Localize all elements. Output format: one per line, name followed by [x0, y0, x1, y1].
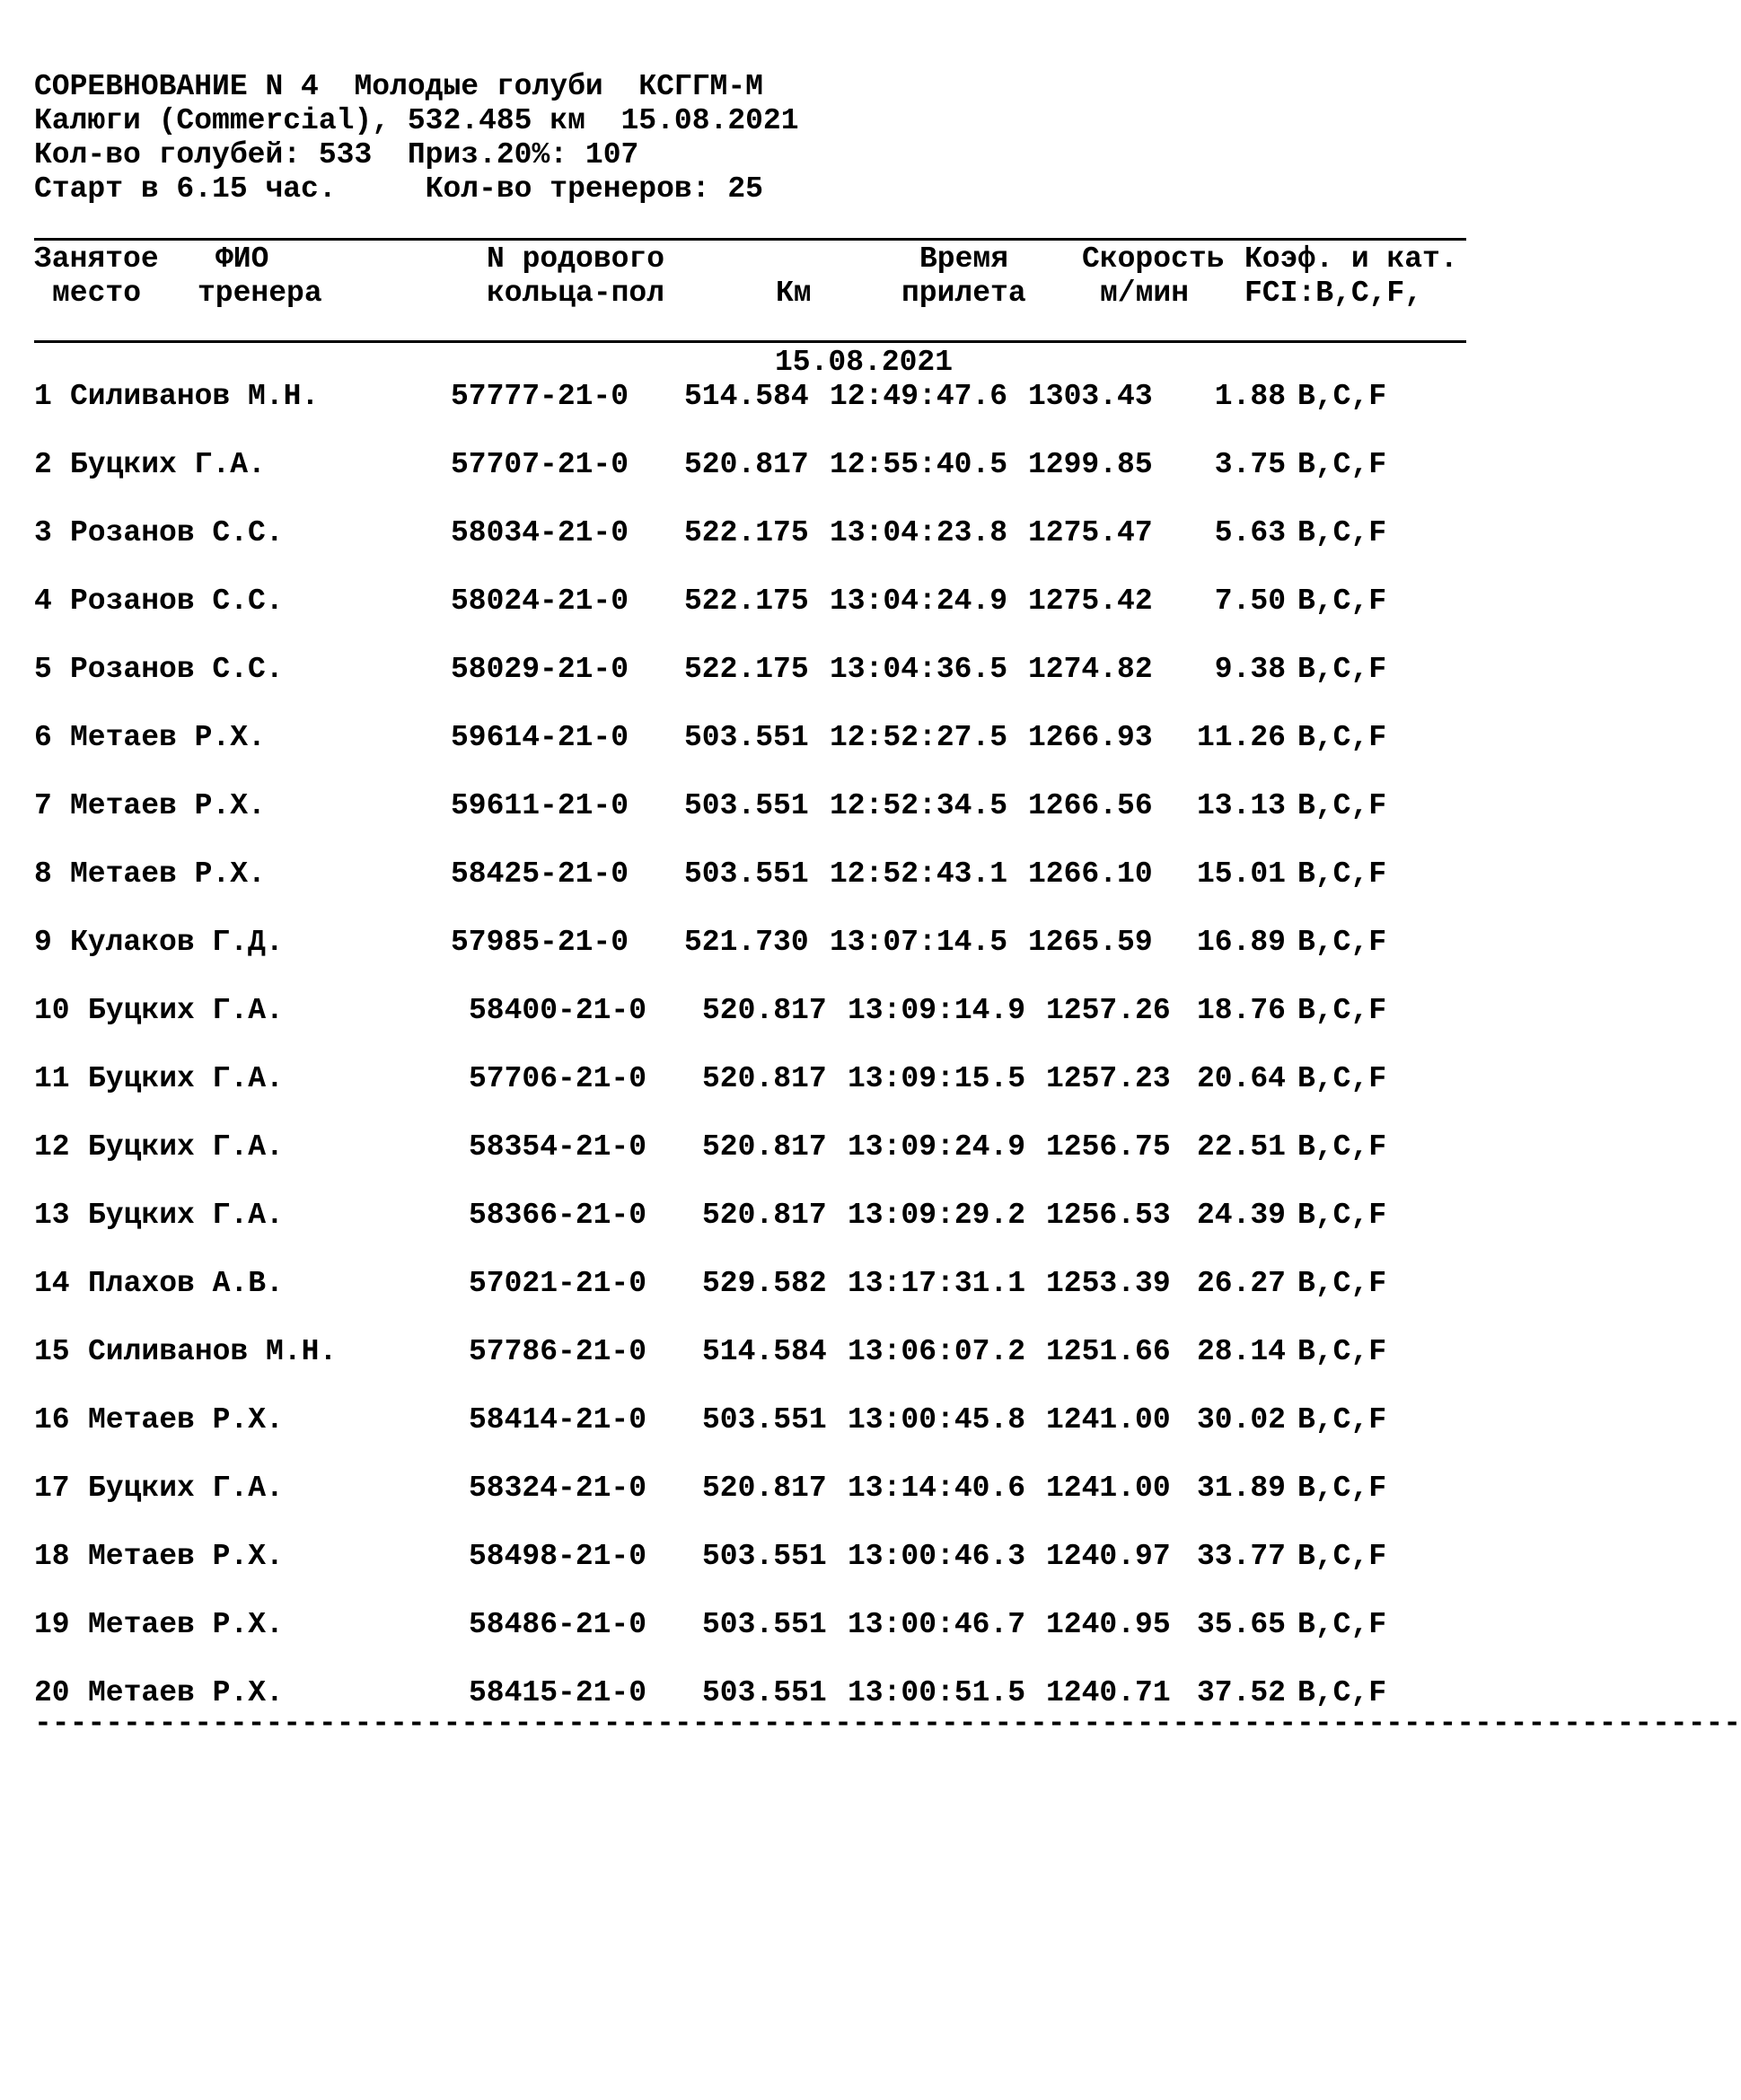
cell-km: 522.175	[684, 516, 809, 549]
cell-time: 13:17:31.1	[848, 1267, 1026, 1300]
cell-speed: 1299.85	[1028, 448, 1153, 481]
cell-ring: 58414-21-0	[469, 1403, 647, 1437]
cell-speed: 1240.97	[1046, 1540, 1171, 1573]
cell-speed: 1266.56	[1028, 789, 1153, 822]
cell-speed: 1256.75	[1046, 1130, 1171, 1164]
cell-place: 1	[34, 380, 52, 413]
cell-speed: 1256.53	[1046, 1199, 1171, 1232]
cell-speed: 1241.00	[1046, 1472, 1171, 1505]
table-row	[0, 586, 1485, 622]
header-rule-top	[34, 238, 1466, 241]
table-row	[0, 382, 1485, 417]
table-row	[0, 996, 1485, 1032]
cell-place: 17	[34, 1472, 70, 1505]
cell-place: 5	[34, 653, 52, 686]
cell-name: Кулаков Г.Д.	[70, 926, 284, 959]
col-speed-1: Скорость	[1082, 242, 1225, 276]
cell-km: 503.551	[684, 789, 809, 822]
cell-speed: 1241.00	[1046, 1403, 1171, 1437]
cell-ring: 58400-21-0	[469, 994, 647, 1027]
cell-km: 529.582	[702, 1267, 827, 1300]
cell-time: 12:49:47.6	[830, 380, 1008, 413]
cell-name: Метаев Р.Х.	[70, 721, 266, 754]
cell-place: 18	[34, 1540, 70, 1573]
cell-coef: 33.77	[1196, 1540, 1286, 1573]
cell-name: Метаев Р.Х.	[88, 1403, 284, 1437]
cell-name: Силиванов М.Н.	[70, 380, 320, 413]
cell-name: Буцких Г.А.	[88, 1130, 284, 1164]
cell-time: 12:52:34.5	[830, 789, 1008, 822]
cell-ring: 57777-21-0	[451, 380, 629, 413]
cell-km: 521.730	[684, 926, 809, 959]
cell-place: 8	[34, 857, 52, 891]
cell-km: 503.551	[684, 857, 809, 891]
cell-time: 13:00:46.3	[848, 1540, 1026, 1573]
cell-coef: 20.64	[1196, 1062, 1286, 1095]
cell-place: 4	[34, 584, 52, 618]
cell-coef: 24.39	[1196, 1199, 1286, 1232]
col-ring-2: кольца-пол	[487, 277, 665, 310]
cell-cat: B,C,F	[1297, 1472, 1387, 1505]
cell-place: 20	[34, 1676, 70, 1709]
table-row	[0, 450, 1485, 486]
cell-time: 13:04:36.5	[830, 653, 1008, 686]
cell-km: 514.584	[702, 1335, 827, 1368]
cell-km: 503.551	[702, 1403, 827, 1437]
cell-time: 13:00:51.5	[848, 1676, 1026, 1709]
cell-time: 13:09:14.9	[848, 994, 1026, 1027]
cell-speed: 1253.39	[1046, 1267, 1171, 1300]
cell-ring: 59614-21-0	[451, 721, 629, 754]
cell-km: 503.551	[684, 721, 809, 754]
cell-ring: 57985-21-0	[451, 926, 629, 959]
header-rule-bottom	[34, 340, 1466, 343]
cell-place: 6	[34, 721, 52, 754]
cell-coef: 22.51	[1196, 1130, 1286, 1164]
cell-ring: 58366-21-0	[469, 1199, 647, 1232]
col-coef-2: FCI:B,C,F,	[1244, 277, 1423, 310]
cell-ring: 58324-21-0	[469, 1472, 647, 1505]
cell-place: 9	[34, 926, 52, 959]
cell-time: 13:14:40.6	[848, 1472, 1026, 1505]
cell-coef: 3.75	[1214, 448, 1286, 481]
cell-place: 16	[34, 1403, 70, 1437]
cell-name: Буцких Г.А.	[70, 448, 266, 481]
cell-name: Силиванов М.Н.	[88, 1335, 338, 1368]
cell-time: 13:06:07.2	[848, 1335, 1026, 1368]
table-row	[0, 1610, 1485, 1646]
cell-place: 15	[34, 1335, 70, 1368]
cell-time: 13:09:15.5	[848, 1062, 1026, 1095]
table-row	[0, 1473, 1485, 1509]
table-row	[0, 927, 1485, 963]
cell-coef: 15.01	[1196, 857, 1286, 891]
cell-name: Буцких Г.А.	[88, 1062, 284, 1095]
cell-cat: B,C,F	[1297, 1199, 1387, 1232]
cell-place: 14	[34, 1267, 70, 1300]
cell-ring: 58024-21-0	[451, 584, 629, 618]
cell-km: 520.817	[702, 1472, 827, 1505]
cell-speed: 1240.71	[1046, 1676, 1171, 1709]
cell-km: 520.817	[684, 448, 809, 481]
cell-speed: 1251.66	[1046, 1335, 1171, 1368]
table-row	[0, 1405, 1485, 1441]
cell-km: 520.817	[702, 994, 827, 1027]
cell-cat: B,C,F	[1297, 1608, 1387, 1641]
cell-place: 10	[34, 994, 70, 1027]
cell-name: Буцких Г.А.	[88, 1199, 284, 1232]
date-label: 15.08.2021	[775, 346, 954, 379]
cell-name: Метаев Р.Х.	[88, 1608, 284, 1641]
cell-place: 11	[34, 1062, 70, 1095]
footer-dashed-rule: ------------------------------------------------------------------------------------------------	[34, 1707, 1741, 1740]
cell-speed: 1274.82	[1028, 653, 1153, 686]
release-point: Калюги (Commercial), 532.485 км 15.08.2021	[34, 104, 799, 137]
cell-cat: B,C,F	[1297, 1676, 1387, 1709]
cell-coef: 5.63	[1214, 516, 1286, 549]
cell-name: Метаев Р.Х.	[88, 1540, 284, 1573]
cell-coef: 16.89	[1196, 926, 1286, 959]
cell-km: 503.551	[702, 1540, 827, 1573]
cell-speed: 1266.10	[1028, 857, 1153, 891]
cell-name: Розанов С.С.	[70, 584, 284, 618]
cell-coef: 7.50	[1214, 584, 1286, 618]
cell-cat: B,C,F	[1297, 926, 1387, 959]
cell-time: 12:52:43.1	[830, 857, 1008, 891]
cell-ring: 57706-21-0	[469, 1062, 647, 1095]
cell-coef: 11.26	[1196, 721, 1286, 754]
col-coef-1: Коэф. и кат.	[1244, 242, 1458, 276]
cell-speed: 1257.23	[1046, 1062, 1171, 1095]
cell-km: 522.175	[684, 584, 809, 618]
cell-speed: 1275.47	[1028, 516, 1153, 549]
cell-cat: B,C,F	[1297, 516, 1387, 549]
cell-cat: B,C,F	[1297, 994, 1387, 1027]
cell-time: 12:55:40.5	[830, 448, 1008, 481]
col-km: Км	[776, 277, 812, 310]
cell-km: 520.817	[702, 1062, 827, 1095]
cell-ring: 57707-21-0	[451, 448, 629, 481]
cell-cat: B,C,F	[1297, 721, 1387, 754]
cell-ring: 58425-21-0	[451, 857, 629, 891]
col-name-2: тренера	[198, 277, 322, 310]
table-row	[0, 1337, 1485, 1373]
cell-coef: 28.14	[1196, 1335, 1286, 1368]
cell-speed: 1265.59	[1028, 926, 1153, 959]
cell-time: 13:00:45.8	[848, 1403, 1026, 1437]
table-row	[0, 859, 1485, 895]
cell-ring: 58029-21-0	[451, 653, 629, 686]
cell-place: 13	[34, 1199, 70, 1232]
col-place-2: место	[52, 277, 142, 310]
table-row	[0, 1132, 1485, 1168]
cell-place: 7	[34, 789, 52, 822]
cell-coef: 9.38	[1214, 653, 1286, 686]
cell-name: Метаев Р.Х.	[70, 789, 266, 822]
cell-coef: 35.65	[1196, 1608, 1286, 1641]
cell-coef: 31.89	[1196, 1472, 1286, 1505]
cell-time: 13:09:24.9	[848, 1130, 1026, 1164]
cell-km: 522.175	[684, 653, 809, 686]
cell-place: 3	[34, 516, 52, 549]
start-info: Старт в 6.15 час. Кол-во тренеров: 25	[34, 172, 763, 206]
cell-time: 13:00:46.7	[848, 1608, 1026, 1641]
cell-coef: 13.13	[1196, 789, 1286, 822]
cell-speed: 1303.43	[1028, 380, 1153, 413]
cell-place: 2	[34, 448, 52, 481]
cell-name: Метаев Р.Х.	[70, 857, 266, 891]
cell-name: Буцких Г.А.	[88, 994, 284, 1027]
cell-km: 514.584	[684, 380, 809, 413]
cell-place: 12	[34, 1130, 70, 1164]
cell-coef: 18.76	[1196, 994, 1286, 1027]
cell-ring: 58486-21-0	[469, 1608, 647, 1641]
cell-ring: 58034-21-0	[451, 516, 629, 549]
cell-km: 520.817	[702, 1130, 827, 1164]
cell-coef: 30.02	[1196, 1403, 1286, 1437]
col-time-2: прилета	[901, 277, 1026, 310]
cell-cat: B,C,F	[1297, 1335, 1387, 1368]
cell-name: Плахов А.В.	[88, 1267, 284, 1300]
cell-ring: 57021-21-0	[469, 1267, 647, 1300]
cell-km: 503.551	[702, 1676, 827, 1709]
competition-title: СОРЕВНОВАНИЕ N 4 Молодые голуби КСГГМ-М	[34, 70, 763, 103]
cell-coef: 1.88	[1214, 380, 1286, 413]
cell-time: 13:09:29.2	[848, 1199, 1026, 1232]
cell-cat: B,C,F	[1297, 1267, 1387, 1300]
cell-ring: 58498-21-0	[469, 1540, 647, 1573]
cell-name: Метаев Р.Х.	[88, 1676, 284, 1709]
cell-cat: B,C,F	[1297, 584, 1387, 618]
bird-count: Кол-во голубей: 533 Приз.20%: 107	[34, 138, 639, 171]
cell-cat: B,C,F	[1297, 380, 1387, 413]
table-row	[0, 723, 1485, 759]
col-name-1: ФИО	[215, 242, 269, 276]
col-ring-1: N родового	[487, 242, 665, 276]
table-row	[0, 791, 1485, 827]
col-speed-2: м/мин	[1100, 277, 1190, 310]
cell-speed: 1275.42	[1028, 584, 1153, 618]
cell-speed: 1266.93	[1028, 721, 1153, 754]
cell-place: 19	[34, 1608, 70, 1641]
cell-cat: B,C,F	[1297, 1130, 1387, 1164]
cell-km: 503.551	[702, 1608, 827, 1641]
cell-ring: 57786-21-0	[469, 1335, 647, 1368]
table-row	[0, 1542, 1485, 1577]
cell-speed: 1240.95	[1046, 1608, 1171, 1641]
cell-time: 13:07:14.5	[830, 926, 1008, 959]
cell-ring: 58415-21-0	[469, 1676, 647, 1709]
cell-cat: B,C,F	[1297, 448, 1387, 481]
cell-coef: 37.52	[1196, 1676, 1286, 1709]
cell-time: 13:04:23.8	[830, 516, 1008, 549]
cell-speed: 1257.26	[1046, 994, 1171, 1027]
cell-cat: B,C,F	[1297, 1540, 1387, 1573]
cell-ring: 58354-21-0	[469, 1130, 647, 1164]
table-row	[0, 1269, 1485, 1305]
table-row	[0, 1200, 1485, 1236]
cell-time: 12:52:27.5	[830, 721, 1008, 754]
table-row	[0, 655, 1485, 690]
cell-cat: B,C,F	[1297, 653, 1387, 686]
cell-time: 13:04:24.9	[830, 584, 1008, 618]
cell-name: Буцких Г.А.	[88, 1472, 284, 1505]
cell-ring: 59611-21-0	[451, 789, 629, 822]
table-row	[0, 1064, 1485, 1100]
cell-km: 520.817	[702, 1199, 827, 1232]
table-row	[0, 518, 1485, 554]
cell-cat: B,C,F	[1297, 1403, 1387, 1437]
col-place-1: Занятое	[34, 242, 159, 276]
col-time-1: Время	[919, 242, 1009, 276]
cell-name: Розанов С.С.	[70, 516, 284, 549]
cell-coef: 26.27	[1196, 1267, 1286, 1300]
cell-name: Розанов С.С.	[70, 653, 284, 686]
cell-cat: B,C,F	[1297, 1062, 1387, 1095]
cell-cat: B,C,F	[1297, 857, 1387, 891]
cell-cat: B,C,F	[1297, 789, 1387, 822]
